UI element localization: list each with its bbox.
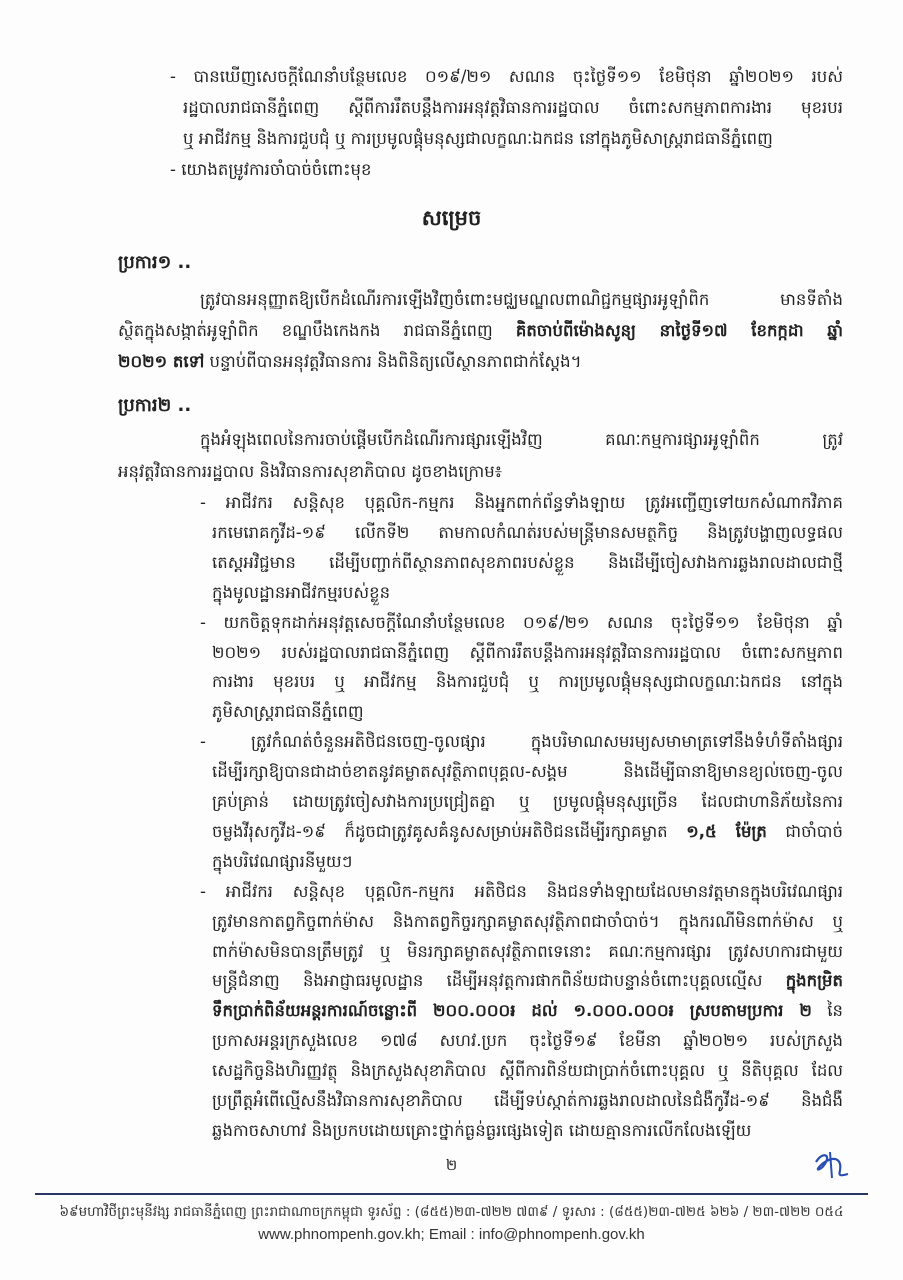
article-1-heading: ប្រការ១ ..	[118, 252, 192, 273]
bullet-2-line	[212, 638, 843, 668]
bold-text: ១,៥ ម៉ែត្រ	[686, 821, 767, 841]
article-2-heading: ប្រការ២ ..	[118, 395, 192, 416]
bullet-4-line	[212, 966, 843, 996]
bullet-4-line	[212, 1026, 843, 1056]
text-span: ជាចាំបាច់	[766, 821, 843, 841]
decision-title: សម្រេច	[421, 206, 482, 230]
text-span: បន្ទាប់ពីបានអនុវត្តវិធានការ និងពិនិត្យលើស្ថានភាពជាក់ស្តែង។	[204, 352, 582, 371]
bullet-4-line	[212, 937, 843, 967]
text-span: ប្រកាសអន្តរក្រសួងលេខ ១៧៨ សហវ.ប្រក ចុះថ្ងៃទី១៩ ខែមីនា ឆ្នាំ២០២១ របស់ក្រសួង	[212, 1031, 843, 1051]
article-2-line	[118, 457, 843, 487]
footer-divider	[35, 1193, 868, 1195]
bullet-3-line	[212, 757, 843, 787]
bullet-4-line	[212, 1056, 843, 1086]
text-span: សេដ្ឋកិច្ចនិងហិរញ្ញវត្ថុ និងក្រសួងសុខាភិបាល ស្តីពីការពិន័យជាប្រាក់ចំពោះបុគ្គល ឬ នីតិបុគ្គល ដែល	[212, 1061, 843, 1081]
text-span: ក្នុងបរិវេណផ្សារនីមួយៗ	[212, 851, 353, 871]
text-span: គ្រប់គ្រាន់ ដោយត្រូវចៀសវាងការប្រជ្រៀតគ្នា ឬ ប្រមូលផ្តុំមនុស្សច្រើន ដែលជាហានិភ័យនៃការ	[212, 792, 843, 811]
text-span: ភូមិសាស្ត្ររាជធានីភ្នំពេញ	[212, 702, 364, 722]
bold-text: ទឹកប្រាក់ពិន័យអន្តរការណ៍ចន្លោះពី ២០០.០០០៛ ដល់ ១.០០០.០០០៛ ស្របតាមប្រការ ២	[212, 1001, 812, 1021]
article-2-line	[200, 425, 843, 455]
bold-text: ២០២១ តទៅ	[118, 352, 205, 371]
bullet-3-line	[212, 787, 843, 817]
bullet-1-line	[200, 488, 843, 518]
text-span: រដ្ឋបាលរាជធានីភ្នំពេញ ស្តីពីការរឹតបន្តឹងការអនុវត្តវិធានការរដ្ឋបាល ចំពោះសកម្មភាពការងារ មុខរបរ	[183, 98, 843, 117]
text-span: ឬ អាជីវកម្ម និងការជួបជុំ ឬ ការប្រមូលផ្តុំមនុស្សជាលក្ខណៈឯកជន នៅក្នុងភូមិសាស្ត្ររាជធានីភ្នំពេញ	[183, 129, 773, 148]
bullet-4-line	[212, 907, 843, 937]
bold-text: ក្នុងកម្រិត	[785, 971, 843, 991]
text-span: រកមេរោគកូវីដ-១៩ លើកទី២ តាមកាលកំណត់របស់មន្ត្រីមានសមត្ថកិច្ច និងត្រូវបង្ហាញលទ្ធផល	[212, 522, 843, 542]
text-span: ការងារ មុខរបរ ឬ អាជីវកម្ម និងការជួបជុំ ឬ ការប្រមូលផ្តុំមនុស្សជាលក្ខណៈឯកជន នៅក្នុង	[212, 672, 843, 692]
text-span: ស្ថិតក្នុងសង្កាត់អូឡាំពិក ខណ្ឌបឹងកេងកង រាជធានីភ្នំពេញ	[118, 321, 516, 340]
text-span: តេស្តអវិជ្ជមាន ដើម្បីបញ្ជាក់ពីស្ថានភាពសុខភាពរបស់ខ្លួន និងដើម្បីចៀសវាងការឆ្លងរាលដាលជាថ្មី	[212, 552, 843, 572]
bullet-4-line	[212, 1086, 843, 1116]
text-span: - យកចិត្តទុកដាក់អនុវត្តសេចក្តីណែនាំបន្ថែមលេខ ០១៩/២១ សណន ចុះថ្ងៃទី១១ ខែមិថុនា ឆ្នាំ	[200, 612, 843, 632]
intro-line	[170, 62, 843, 92]
text-span: ត្រូវមានកាតព្វកិច្ចពាក់ម៉ាស និងកាតព្វកិច្ចរក្សាគម្លាតសុវត្ថិភាពជាចាំបាច់។ ក្នុងករណីមិនពាក់ម៉ាស ឬ	[212, 911, 843, 931]
initials-signature	[808, 1148, 853, 1183]
bullet-1-line	[212, 548, 843, 578]
text-span: - អាជីវករ សន្តិសុខ បុគ្គលិក-កម្មករ អតិថិជន និងជនទាំងឡាយដែលមានវត្តមានក្នុងបរិវេណផ្សារ	[200, 881, 843, 901]
footer-address: ៦៩មហាវិថីព្រះមុនីវង្ស រាជធានីភ្នំពេញ ព្រះរាជាណាចក្រកម្ពុជា ទូរស័ព្ទ : (៨៥៥)២៣-៧២២ ៧៣៩ / ទូរសារ : (៨៥៥)២៣-៧២៥ ៦២៦ / ២៣-៧២២ ០៥៤	[59, 1204, 844, 1220]
bullet-4-line	[200, 877, 843, 907]
text-span: ក្នុងមូលដ្ឋានអាជីវកម្មរបស់ខ្លួន	[212, 582, 391, 602]
footer-website-email: www.phnompenh.gov.kh; Email : info@phnompenh.gov.kh	[258, 1226, 645, 1243]
bullet-1-line	[212, 578, 843, 608]
text-span: ឆ្លងកាចសាហាវ និងប្រកបដោយគ្រោះថ្នាក់ធ្ងន់ធ្ងរផ្សេងទៀត ដោយគ្មានការលើកលែងឡើយ	[212, 1120, 752, 1140]
bold-text: គិតចាប់ពីម៉ោងសូន្យ នាថ្ងៃទី១៧ ខែកក្កដា ឆ្នាំ	[515, 321, 843, 340]
text-span: - បានឃើញសេចក្តីណែនាំបន្ថែមលេខ ០១៩/២១ សណន ចុះថ្ងៃទី១១ ខែមិថុនា ឆ្នាំ២០២១ របស់	[170, 67, 843, 86]
text-span: - យោងតម្រូវការចាំបាច់ចំពោះមុខ	[170, 160, 372, 179]
bullet-4-line	[212, 1116, 843, 1146]
text-span: ក្នុងអំឡុងពេលនៃការចាប់ផ្តើមបើកដំណើរការផ្សារឡើងវិញ គណៈកម្មការផ្សារអូឡាំពិក ត្រូវ	[200, 430, 843, 449]
bullet-3-line	[212, 817, 843, 847]
text-span: ២០២១ របស់រដ្ឋបាលរាជធានីភ្នំពេញ ស្តីពីការរឹតបន្តឹងការអនុវត្តវិធានការរដ្ឋបាល ចំពោះសកម្មភាព	[212, 642, 843, 662]
intro-line	[183, 93, 843, 123]
text-span: មន្ត្រីជំនាញ និងអាជ្ញាធរមូលដ្ឋាន ដើម្បីអនុវត្តការផាកពិន័យជាបន្ទាន់ចំពោះបុគ្គលល្មើស	[212, 971, 786, 991]
bullet-3-line	[212, 847, 843, 877]
article-1-line	[118, 316, 843, 346]
text-span: ប្រព្រឹត្តអំពើល្មើសនឹងវិធានការសុខាភិបាល ដើម្បីទប់ស្កាត់ការឆ្លងរាលដាលនៃជំងឺកូវីដ-១៩ និងជំងឺ	[212, 1091, 843, 1110]
intro-line	[183, 124, 843, 154]
article-1-line	[118, 347, 843, 377]
bullet-1-line	[212, 518, 843, 548]
text-span: អនុវត្តវិធានការរដ្ឋបាល និងវិធានការសុខាភិបាល ដូចខាងក្រោម៖	[118, 462, 502, 481]
text-span: នៃ	[811, 1001, 843, 1021]
bullet-2-line	[200, 608, 843, 638]
intro-line	[170, 155, 843, 185]
text-span: - ត្រូវកំណត់ចំនួនអតិថិជនចេញ-ចូលផ្សារ ក្នុងបរិមាណសមរម្យសមាមាត្រទៅនឹងទំហំទីតាំងផ្សារ	[200, 732, 843, 752]
bullet-4-line	[212, 996, 843, 1026]
bullet-3-line	[200, 727, 843, 757]
bullet-2-line	[212, 697, 843, 727]
text-span: ចម្លងវីរុសកូវីដ-១៩ ក៏ដូចជាត្រូវគូសគំនូសសម្រាប់អតិថិជនដើម្បីរក្សាគម្លាត	[212, 821, 687, 841]
page-number: ២	[445, 1156, 458, 1174]
text-span: ដើម្បីរក្សាឱ្យបានជាដាច់ខាតនូវគម្លាតសុវត្ថិភាពបុគ្គល-សង្គម និងដើម្បីធានាឱ្យមានខ្យល់ចេញ-ចូល	[212, 762, 843, 782]
text-span: ពាក់ម៉ាសមិនបានត្រឹមត្រូវ ឬ មិនរក្សាគម្លាតសុវត្ថិភាពទេនោះ គណៈកម្មការផ្សារ ត្រូវសហការជាមួយ	[212, 941, 843, 961]
text-span: ត្រូវបានអនុញ្ញាតឱ្យបើកដំណើរការឡើងវិញចំពោះមជ្ឈមណ្ឌលពាណិជ្ជកម្មផ្សារអូឡាំពិក មានទីតាំង	[200, 290, 843, 309]
bullet-2-line	[212, 667, 843, 697]
article-1-line	[200, 285, 843, 315]
text-span: - អាជីវករ សន្តិសុខ បុគ្គលិក-កម្មករ និងអ្នកពាក់ព័ន្ធទាំងឡាយ ត្រូវអញ្ជើញទៅយកសំណាកវិភាគ	[200, 493, 843, 512]
